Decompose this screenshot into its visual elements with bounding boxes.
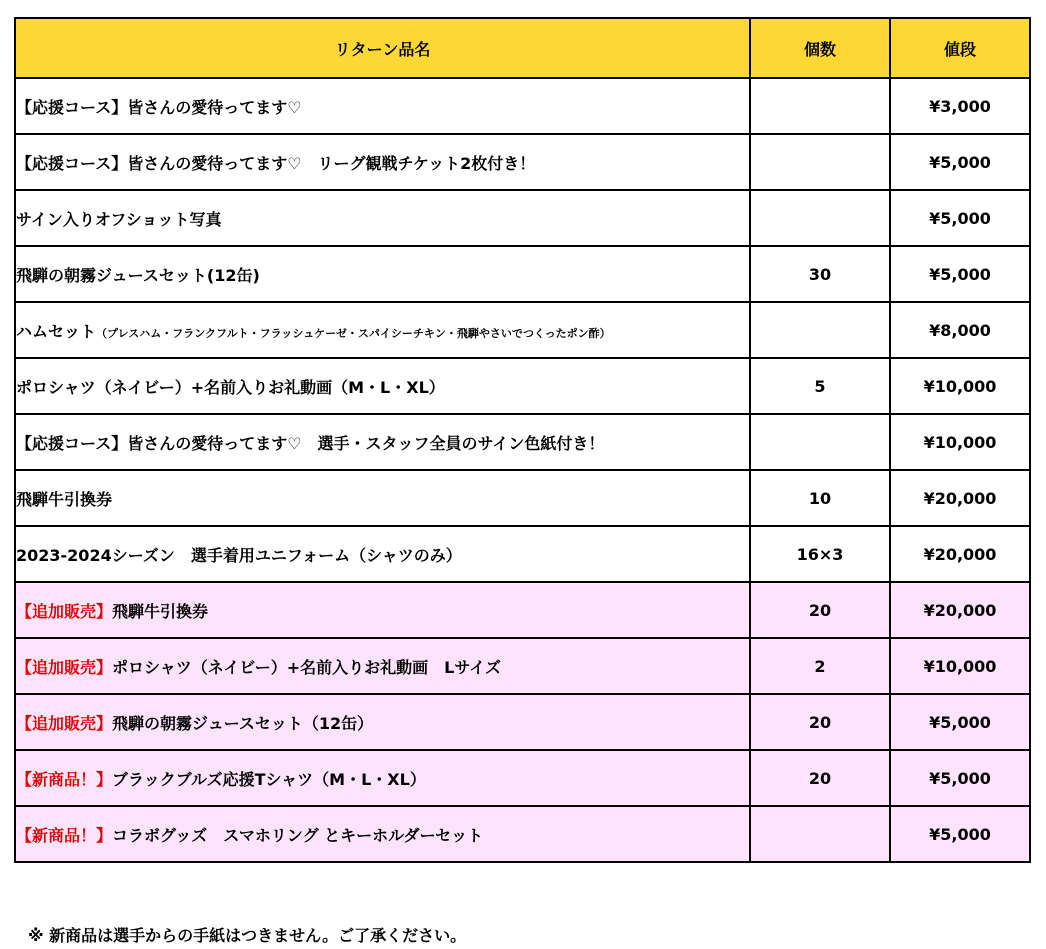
- item-name-text: 【応援コース】皆さんの愛待ってます♡ リーグ観戦チケット2枚付き！: [16, 153, 536, 173]
- item-qty: [750, 78, 890, 134]
- table-row: [15, 134, 1030, 190]
- item-price: ¥3,000: [890, 78, 1030, 134]
- item-price: ¥5,000: [890, 246, 1030, 302]
- item-name-text: ポロシャツ（ネイビー）+名前入りお礼動画（M・L・XL）: [16, 377, 445, 397]
- table-row: [15, 302, 1030, 358]
- item-qty: 20: [750, 750, 890, 806]
- item-price: ¥8,000: [890, 302, 1030, 358]
- item-tag: 【追加販売】: [16, 713, 113, 733]
- item-qty: [750, 302, 890, 358]
- item-qty: 5: [750, 358, 890, 414]
- item-name: [15, 526, 750, 582]
- item-name-text: コラボグッズ スマホリング とキーホルダーセット: [112, 825, 484, 845]
- item-name-text: 飛騨の朝霧ジュースセット(12缶): [16, 265, 260, 285]
- item-tag: 【追加販売】: [16, 601, 113, 621]
- item-name: [15, 694, 750, 750]
- item-price: ¥20,000: [890, 582, 1030, 638]
- header-name: リターン品名: [15, 18, 750, 78]
- item-name-text: ブラックブルズ応援Tシャツ（M・L・XL）: [112, 769, 426, 789]
- item-name-text: 【応援コース】皆さんの愛待ってます♡ 選手・スタッフ全員のサイン色紙付き！: [16, 433, 605, 453]
- item-name-text: 飛騨牛引換券: [16, 489, 113, 509]
- item-tag: 【新商品！】: [16, 769, 113, 789]
- returns-table: [14, 17, 1031, 863]
- item-qty: 10: [750, 470, 890, 526]
- item-price: ¥10,000: [890, 638, 1030, 694]
- item-name-text: サイン入りオフショット写真: [16, 209, 222, 229]
- table-row: [15, 638, 1030, 694]
- item-name: [15, 134, 750, 190]
- item-name-text: ハムセット: [16, 321, 97, 341]
- item-name: [15, 806, 750, 862]
- table-row: [15, 806, 1030, 862]
- item-tag: 【新商品！】: [16, 825, 113, 845]
- item-name: [15, 750, 750, 806]
- header-qty: 個数: [750, 18, 890, 78]
- item-name: [15, 190, 750, 246]
- item-name: [15, 246, 750, 302]
- item-qty: 30: [750, 246, 890, 302]
- item-name: [15, 414, 750, 470]
- table-header-row: [15, 18, 1030, 78]
- footnote: ※ 新商品は選手からの手紙はつきません。ご了承ください。: [28, 926, 467, 945]
- item-qty: [750, 806, 890, 862]
- item-price: ¥5,000: [890, 190, 1030, 246]
- item-name: [15, 302, 750, 358]
- item-price: ¥20,000: [890, 470, 1030, 526]
- item-name: [15, 582, 750, 638]
- item-price: ¥5,000: [890, 806, 1030, 862]
- item-tag: 【追加販売】: [16, 657, 113, 677]
- item-qty: 20: [750, 694, 890, 750]
- item-name-text: 2023-2024シーズン 選手着用ユニフォーム（シャツのみ）: [16, 545, 462, 565]
- table-row: [15, 246, 1030, 302]
- item-price: ¥5,000: [890, 694, 1030, 750]
- item-qty: [750, 414, 890, 470]
- item-price: ¥5,000: [890, 134, 1030, 190]
- table-row: [15, 78, 1030, 134]
- item-name: [15, 638, 750, 694]
- table-row: [15, 414, 1030, 470]
- item-qty: [750, 134, 890, 190]
- item-qty: [750, 190, 890, 246]
- item-price: ¥20,000: [890, 526, 1030, 582]
- item-price: ¥5,000: [890, 750, 1030, 806]
- table-row: [15, 694, 1030, 750]
- item-qty: 16×3: [750, 526, 890, 582]
- item-name: [15, 358, 750, 414]
- item-qty: 2: [750, 638, 890, 694]
- item-price: ¥10,000: [890, 414, 1030, 470]
- item-note: （プレスハム・フランクフルト・フラッシュケーゼ・スパイシーチキン・飛騨やさいでつくったポン酢）: [96, 326, 611, 340]
- item-name-text: 飛騨牛引換券: [112, 601, 209, 621]
- table-row: [15, 750, 1030, 806]
- header-price: 値段: [890, 18, 1030, 78]
- item-name: [15, 78, 750, 134]
- item-qty: 20: [750, 582, 890, 638]
- item-name: [15, 470, 750, 526]
- item-name-text: 【応援コース】皆さんの愛待ってます♡: [16, 97, 302, 117]
- table-row: [15, 190, 1030, 246]
- item-price: ¥10,000: [890, 358, 1030, 414]
- table-row: [15, 470, 1030, 526]
- item-name-text: ポロシャツ（ネイビー）+名前入りお礼動画 Lサイズ: [112, 657, 502, 677]
- table-row: [15, 358, 1030, 414]
- table-row: [15, 526, 1030, 582]
- item-name-text: 飛騨の朝霧ジュースセット（12缶）: [112, 713, 374, 733]
- table-row: [15, 582, 1030, 638]
